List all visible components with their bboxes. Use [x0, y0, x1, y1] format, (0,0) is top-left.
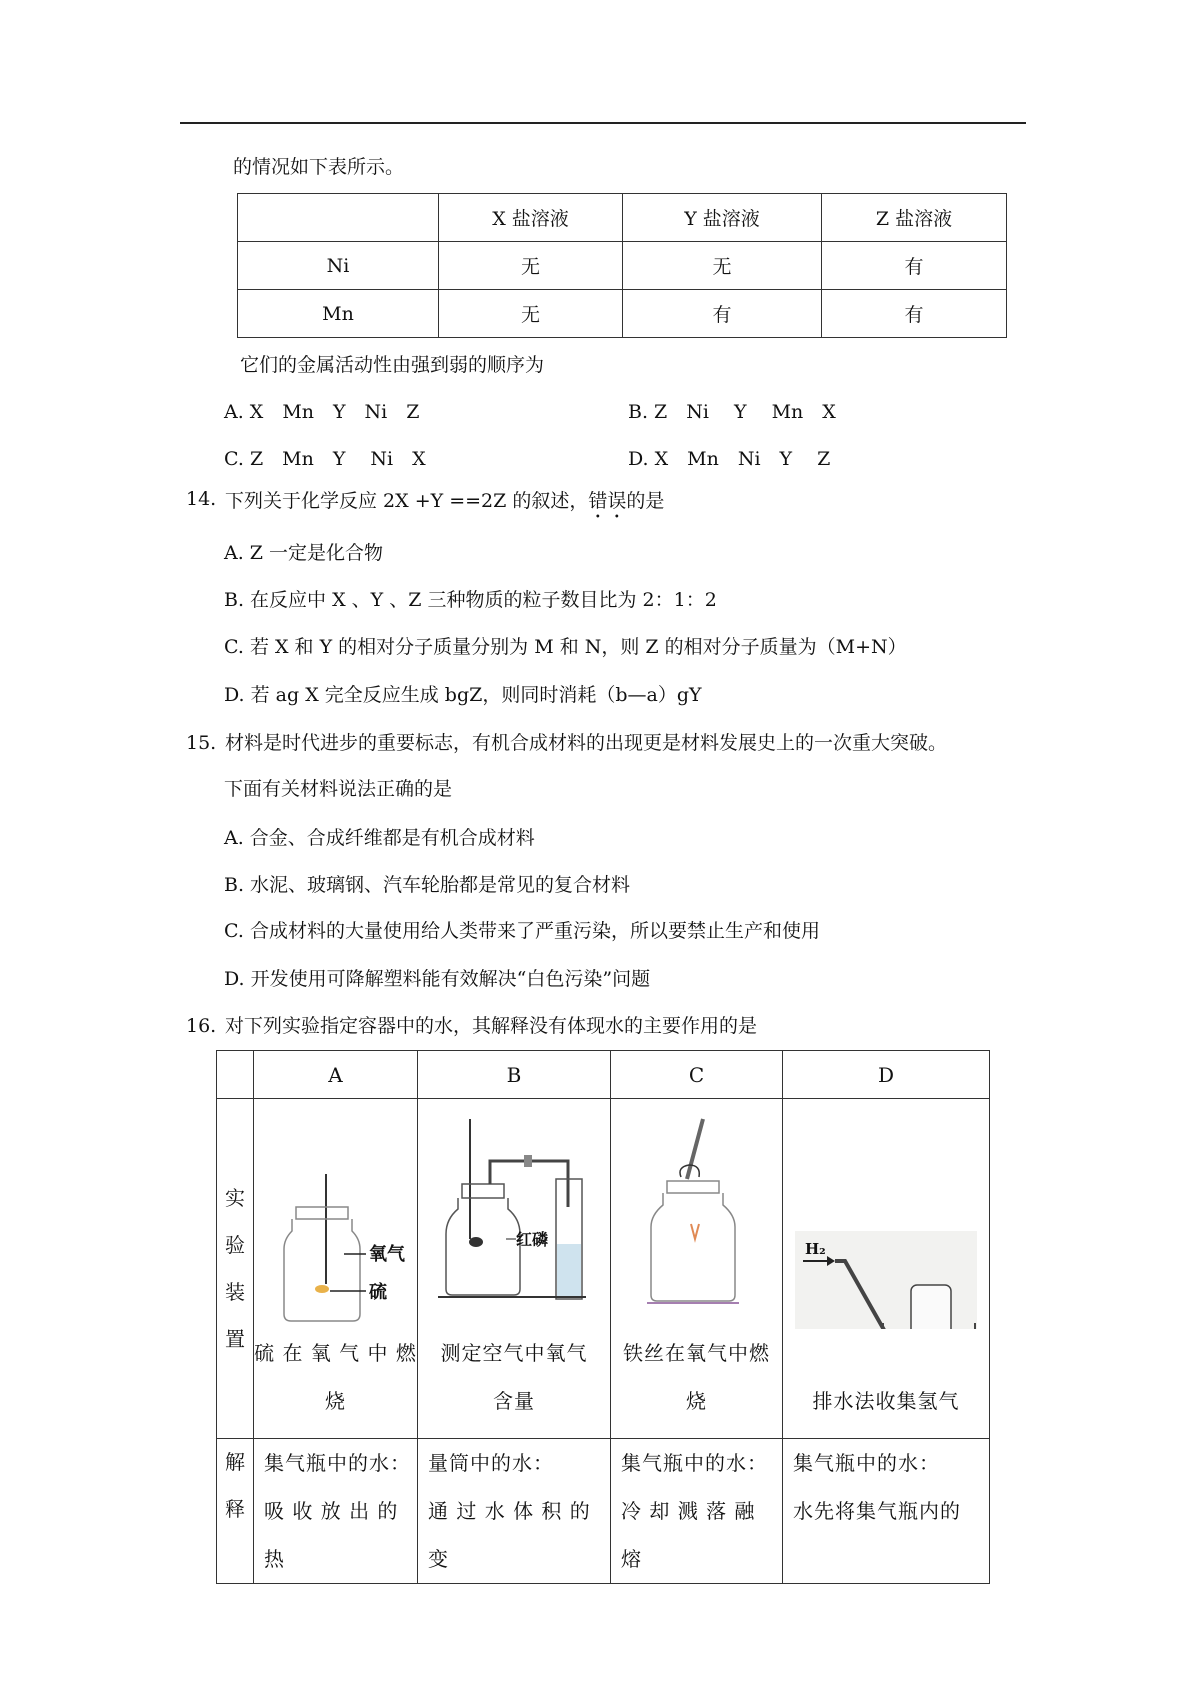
explanation-line: 通 过 水 体 积 的 变: [428, 1499, 591, 1571]
apparatus-row: [217, 1099, 990, 1439]
q14-stem-after: 的是: [626, 490, 665, 512]
caption-line: 烧: [686, 1389, 707, 1413]
caption-line: 硫 在 氧 气 中 燃: [254, 1341, 417, 1365]
table-row: [238, 242, 1007, 290]
table-cell: 无: [439, 290, 623, 338]
table-cell: 无: [623, 242, 822, 290]
table-header-y: Y 盐溶液: [623, 194, 822, 242]
explanation-line: 冷 却 溅 落 融 熔: [621, 1499, 756, 1571]
q16-stem: 对下列实验指定容器中的水，其解释没有体现水的主要作用的是: [225, 1015, 758, 1037]
table-cell: Ni: [238, 242, 439, 290]
q14-number: 14.: [186, 488, 217, 510]
table-cell: 有: [623, 290, 822, 338]
table-cell: 有: [822, 242, 1007, 290]
explanation-line: 水先将集气瓶内的: [793, 1499, 961, 1523]
label-char: 释: [225, 1497, 245, 1521]
explanation-line: 量筒中的水：: [428, 1451, 554, 1475]
q14-stem-before: 下列关于化学反应 2X +Y ==2Z 的叙述，: [225, 490, 589, 512]
q14-stem-emphasis: 错误: [588, 490, 627, 512]
q14-stem: [225, 490, 664, 523]
q13-option-d: D. X Mn Ni Y Z: [628, 448, 831, 470]
q14-option-a: A. Z 一定是化合物: [224, 542, 384, 564]
label-sulfur: 硫: [369, 1282, 387, 1303]
q13-option-b: B. Z Ni Y Mn X: [628, 401, 836, 423]
label-char: 验: [225, 1232, 245, 1257]
exp-header-a: A: [254, 1051, 418, 1099]
explanation-cell-a: [254, 1439, 418, 1584]
q13-option-c: C. Z Mn Y Ni X: [224, 448, 426, 470]
apparatus-cell-a: [254, 1099, 418, 1439]
caption-line: 测定空气中氧气: [440, 1341, 588, 1365]
apparatus-cell-c: [611, 1099, 783, 1439]
exp-header-empty: [217, 1051, 254, 1099]
exp-header-c: C: [611, 1051, 783, 1099]
header-rule: [180, 122, 1026, 124]
table-header-x: X 盐溶液: [439, 194, 623, 242]
table-row: [238, 290, 1007, 338]
caption-line: 烧: [325, 1389, 346, 1413]
label-h2: H₂: [805, 1240, 826, 1258]
table-header-z: Z 盐溶液: [822, 194, 1007, 242]
explanation-row: [217, 1439, 990, 1584]
q14-option-d: D. 若 ag X 完全反应生成 bgZ，则同时消耗（b—a）gY: [224, 684, 702, 706]
q14-option-c: C. 若 X 和 Y 的相对分子质量分别为 M 和 N，则 Z 的相对分子质量为（M+N）: [224, 636, 907, 658]
q15-stem-line1: 材料是时代进步的重要标志，有机合成材料的出现更是材料发展史上的一次重大突破。: [225, 732, 948, 754]
label-char: 实: [225, 1185, 245, 1210]
q15-option-c: C. 合成材料的大量使用给人类带来了严重污染，所以要禁止生产和使用: [224, 920, 820, 942]
q15-option-a: A. 合金、合成纤维都是有机合成材料: [224, 827, 535, 849]
caption-line: 铁丝在氧气中燃: [623, 1341, 770, 1365]
caption-line: 含量: [493, 1389, 535, 1413]
apparatus-cell-b: [418, 1099, 611, 1439]
q16-number: 16.: [186, 1015, 217, 1037]
metal-reaction-table: [237, 193, 1007, 338]
q15-number: 15.: [186, 732, 217, 754]
oxygen-content-figure: [418, 1099, 610, 1329]
label-char: 置: [225, 1326, 245, 1351]
apparatus-row-label: [217, 1099, 254, 1439]
q15-option-b: B. 水泥、玻璃钢、汽车轮胎都是常见的复合材料: [224, 874, 631, 896]
label-red-phosphorus: 红磷: [516, 1230, 549, 1249]
q13-option-a: A. X Mn Y Ni Z: [224, 401, 420, 423]
table-cell: 无: [439, 242, 623, 290]
table-cell: Mn: [238, 290, 439, 338]
intro-line: 的情况如下表所示。: [233, 156, 405, 178]
table-header-empty: [238, 194, 439, 242]
q15-stem-line2: 下面有关材料说法正确的是: [224, 778, 453, 800]
q14-option-b: B. 在反应中 X 、Y 、Z 三种物质的粒子数目比为 2：1：2: [224, 589, 717, 611]
explanation-line: 集气瓶中的水：: [621, 1451, 768, 1475]
hydrogen-collection-figure: [783, 1099, 989, 1329]
explanation-cell-d: [783, 1439, 990, 1584]
explanation-row-label: [217, 1439, 254, 1584]
exp-header-b: B: [418, 1051, 611, 1099]
table-cell: 有: [822, 290, 1007, 338]
explanation-cell-c: [611, 1439, 783, 1584]
label-oxygen: 氧气: [369, 1244, 405, 1265]
apparatus-cell-d: [783, 1099, 990, 1439]
q13-stem: 它们的金属活动性由强到弱的顺序为: [240, 354, 545, 376]
explanation-line: 集气瓶中的水：: [793, 1451, 940, 1475]
sulfur-burning-figure: [254, 1099, 417, 1329]
explanation-cell-b: [418, 1439, 611, 1584]
label-char: 装: [225, 1279, 245, 1304]
label-char: 解: [225, 1450, 245, 1474]
exp-header-d: D: [783, 1051, 990, 1099]
q15-option-d: D. 开发使用可降解塑料能有效解决“白色污染”问题: [224, 968, 651, 990]
caption-line: 排水法收集氢气: [812, 1389, 960, 1413]
experiment-table: [216, 1050, 990, 1584]
explanation-line: 集气瓶中的水：: [264, 1451, 411, 1475]
iron-wire-burning-figure: [611, 1099, 782, 1329]
explanation-line: 吸 收 放 出 的 热: [264, 1499, 399, 1571]
